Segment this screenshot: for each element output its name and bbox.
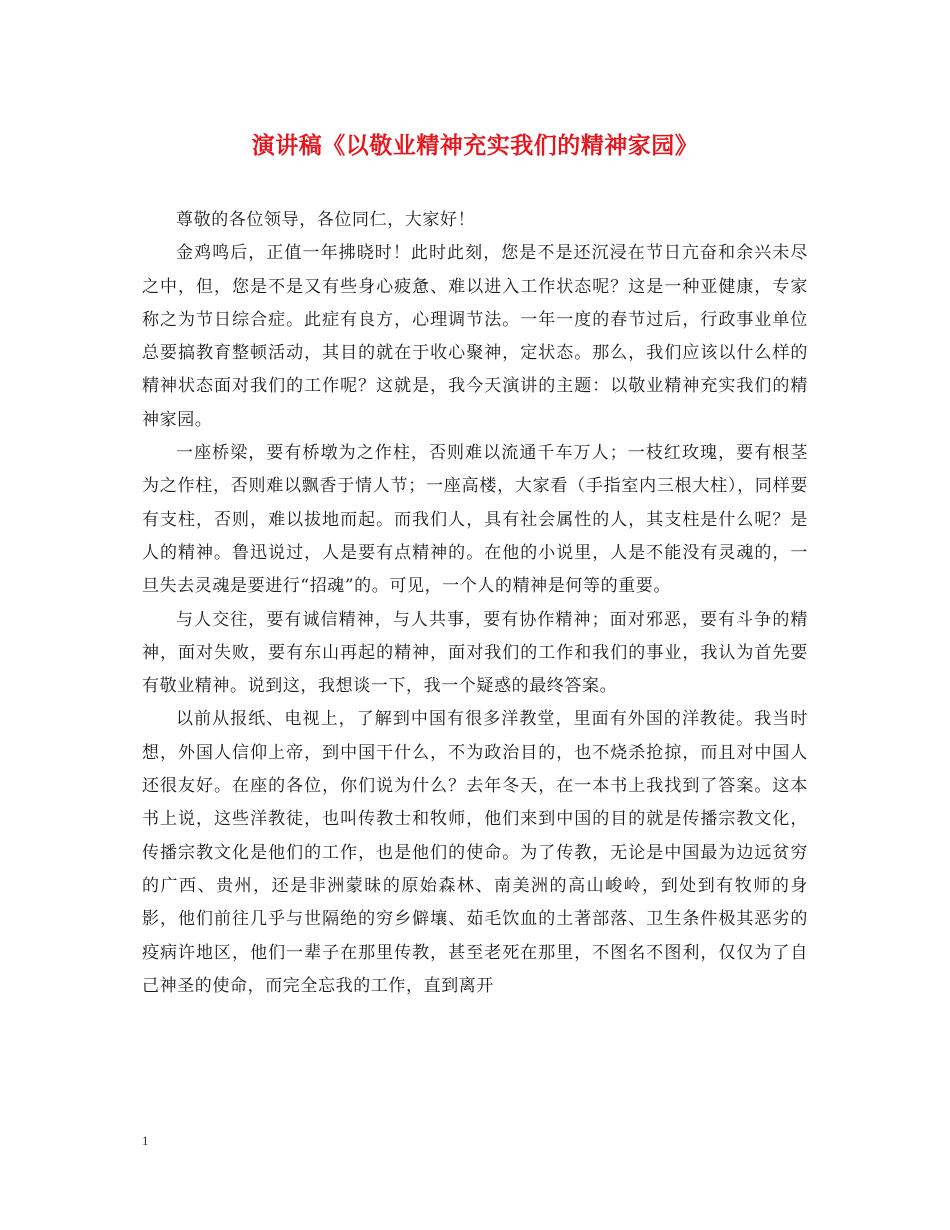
paragraph-greeting: 尊敬的各位领导，各位同仁，大家好！ (176, 210, 476, 230)
paragraph: 以前从报纸、电视上，了解到中国有很多洋教堂，里面有外国的洋教徒。我当时想，外国人信仰上帝，到中国干什么，不为政治目的，也不烧杀抢掠，而且对中国人还很友好。在座的各位，你们说为什么？去年冬天，在一本书上我找到了答案。这本书上说，这些洋教徒，也叫传教士和牧师，他们来到中国的目的就是传播宗教文化，传播宗教文化是他们的工作，也是他们的使命。为了传教，无论是中国最为边远贫穷的广西、贵州，还是非洲蒙昧的原始森林、南美洲的高山峻岭，到处到有牧师的身影，他们前往几乎与世隔绝的穷乡僻壤、茹毛饮血的土著部落、卫生条件极其恶劣的疫病许地区，他们一辈子在那里传教，甚至老死在那里，不图名不图利，仅仅为了自己神圣的使命，而完全忘我的工作，直到离开 (142, 709, 808, 996)
paragraph: 金鸡鸣后，正值一年拂晓时！此时此刻，您是不是还沉浸在节日亢奋和余兴未尽之中，但，您是不是又有些身心疲惫、难以进入工作状态呢？这是一种亚健康，专家称之为节日综合症。此症有良方，心理调节法。一年一度的春节过后，行政事业单位总要搞教育整顿活动，其目的就在于收心聚神，定状态。那么，我们应该以什么样的精神状态面对我们的工作呢？这就是，我今天演讲的主题：以敬业精神充实我们的精神家园。 (142, 243, 808, 430)
document-title: 演讲稿《以敬业精神充实我们的精神家园》 (251, 132, 699, 159)
page-number: 1 (142, 1133, 149, 1148)
paragraph: 一座桥梁，要有桥墩为之作柱，否则难以流通千车万人；一枝红玫瑰，要有根茎为之作柱，否则难以飘香于情人节；一座高楼，大家看（手指室内三根大柱），同样要有支柱，否则，难以拔地而起。而我们人，具有社会属性的人，其支柱是什么呢？是人的精神。鲁迅说过，人是要有点精神的。在他的小说里，人是不能没有灵魂的，一旦失去灵魂是要进行“招魂”的。可见，一个人的精神是何等的重要。 (142, 443, 808, 597)
document-body (142, 204, 808, 1003)
paragraph: 与人交往，要有诚信精神，与人共事，要有协作精神；面对邪恶，要有斗争的精神，面对失败，要有东山再起的精神，面对我们的工作和我们的事业，我认为首先要有敬业精神。说到这，我想谈一下，我一个疑惑的最终答案。 (142, 609, 808, 697)
